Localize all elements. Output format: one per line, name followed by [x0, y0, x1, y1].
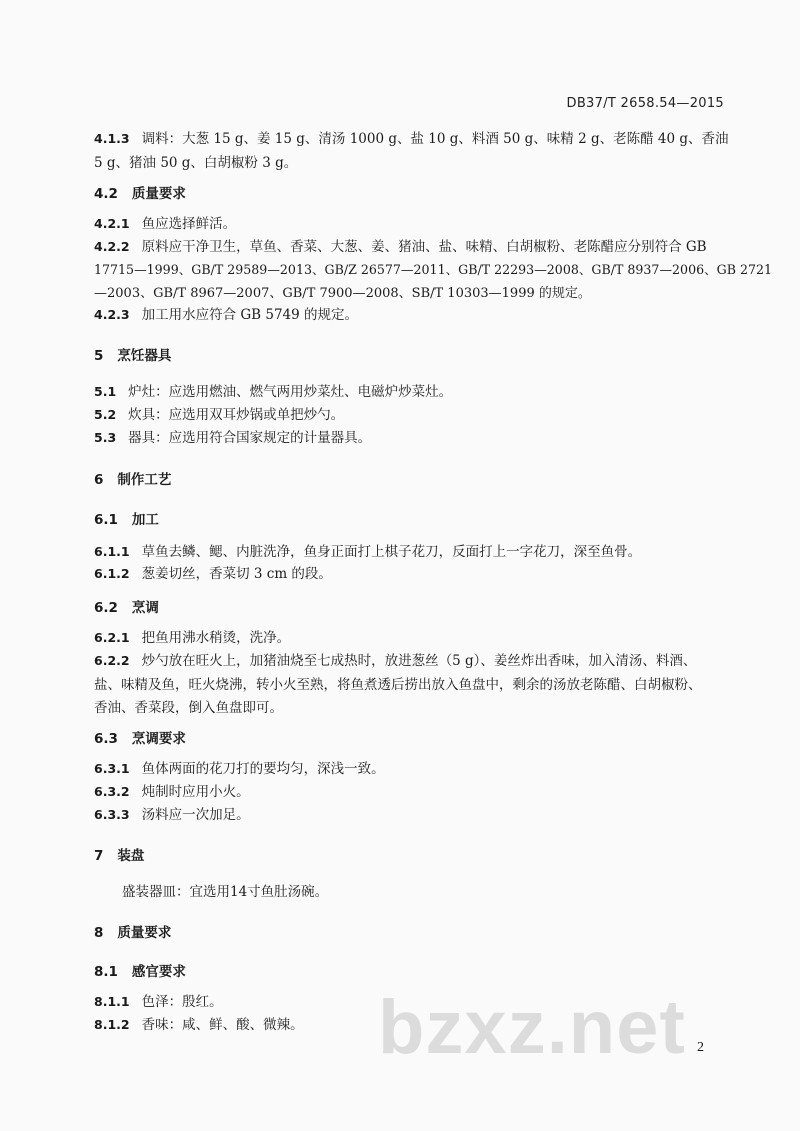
clause-text: 器具：应选用符合国家规定的计量器具。: [128, 430, 372, 446]
clause-6-2-2: [94, 650, 718, 672]
section-title: 烹调: [131, 600, 159, 616]
clause-5-1: [94, 381, 718, 403]
section-heading-8: [94, 921, 171, 941]
section-title: 烹饪器具: [117, 348, 172, 364]
section-heading-5: [94, 344, 171, 364]
section-heading-6-1: [94, 508, 159, 528]
section-title: 装盘: [117, 848, 145, 864]
clause-number: 6.2.1: [94, 630, 130, 645]
clause-number: 4.2.3: [94, 307, 130, 322]
clause-6-3-1: [94, 758, 718, 780]
section-number: 8: [94, 925, 104, 941]
clause-text: 炒勺放在旺火上，加猪油烧至七成热时，放进葱丝（5 g）、姜丝炸出香味，加入清汤、料酒、: [141, 653, 697, 669]
section-title: 烹调要求: [131, 731, 186, 747]
section-heading-6: [94, 468, 171, 488]
clause-number: 8.1.2: [94, 1017, 130, 1032]
clause-text: 色泽：殷红。: [141, 994, 223, 1010]
clause-number: 6.3.2: [94, 784, 130, 799]
clause-6-2-2-continued-2: 香油、香菜段，倒入鱼盘即可。: [94, 700, 283, 716]
clause-number: 4.2.1: [94, 216, 130, 231]
section-number: 6.2: [94, 600, 118, 616]
section-heading-6-2: [94, 596, 159, 616]
clause-text: 把鱼用沸水稍烫，洗净。: [141, 630, 291, 646]
section-number: 6.1: [94, 512, 118, 528]
clause-text: 葱姜切丝，香菜切 3 cm 的段。: [141, 566, 332, 582]
section-number: 5: [94, 348, 104, 364]
clause-text: 炖制时应用小火。: [141, 784, 250, 800]
clause-number: 4.2.2: [94, 239, 130, 254]
clause-number: 6.1.2: [94, 566, 130, 581]
clause-number: 6.3.3: [94, 807, 130, 822]
clause-number: 6.3.1: [94, 761, 130, 776]
clause-text: 草鱼去鳞、鳃、内脏洗净，鱼身正面打上棋子花刀，反面打上一字花刀，深至鱼骨。: [141, 544, 642, 560]
section-title: 质量要求: [117, 925, 172, 941]
section-number: 8.1: [94, 964, 118, 980]
clause-text: 汤料应一次加足。: [141, 807, 250, 823]
clause-text: 原料应干净卫生，草鱼、香菜、大葱、姜、猪油、盐、味精、白胡椒粉、老陈醋应分别符合 GB: [141, 239, 707, 255]
section-title: 感官要求: [131, 964, 186, 980]
clause-4-1-3: [94, 128, 729, 150]
clause-7-text: 盛装器皿：宜选用14寸鱼肚汤碗。: [122, 884, 329, 900]
section-heading-4-2: [94, 182, 186, 202]
section-title: 制作工艺: [117, 472, 172, 488]
watermark: bzxz.net: [378, 985, 686, 1070]
clause-6-2-2-continued-1: 盐、味精及鱼，旺火烧沸，转小火至熟，将鱼煮透后捞出放入鱼盘中，剩余的汤放老陈醋、白胡椒粉、: [94, 677, 702, 693]
clause-4-2-2-continued-1: 17715—1999、GB/T 29589—2013、GB/Z 26577—2011、GB/T 22293—2008、GB/T 8937—2006、GB 2721: [94, 262, 773, 277]
clause-4-2-2: [94, 236, 718, 258]
clause-number: 6.1.1: [94, 544, 130, 559]
clause-6-1-1: [94, 541, 718, 563]
section-number: 7: [94, 848, 104, 864]
clause-6-2-1: [94, 627, 718, 649]
page-number: 2: [697, 1040, 704, 1055]
clause-text: 调料：大葱 15 g、姜 15 g、清汤 1000 g、盐 10 g、料酒 50 g、味精 2 g、老陈醋 40 g、香油: [141, 131, 729, 147]
section-heading-8-1: [94, 960, 186, 980]
clause-text: 香味：咸、鲜、酸、微辣。: [141, 1017, 304, 1033]
clause-text: 鱼应选择鲜活。: [141, 216, 237, 232]
clause-6-1-2: [94, 563, 718, 585]
section-number: 4.2: [94, 186, 118, 202]
clause-4-2-3: [94, 304, 718, 326]
section-title: 加工: [131, 512, 159, 528]
clause-text: 加工用水应符合 GB 5749 的规定。: [141, 307, 359, 323]
clause-6-3-3: [94, 804, 718, 826]
clause-4-2-1: [94, 213, 718, 235]
clause-number: 4.1.3: [94, 131, 130, 146]
clause-5-2: [94, 404, 718, 426]
section-number: 6: [94, 472, 104, 488]
clause-number: 8.1.1: [94, 994, 130, 1009]
clause-number: 5.3: [94, 430, 117, 445]
section-number: 6.3: [94, 731, 118, 747]
clause-number: 5.1: [94, 384, 117, 399]
clause-text: 炊具：应选用双耳炒锅或单把炒勺。: [128, 407, 345, 423]
section-heading-7: [94, 844, 144, 864]
clause-4-1-3-continued: 5 g、猪油 50 g、白胡椒粉 3 g。: [94, 155, 298, 171]
clause-number: 5.2: [94, 407, 117, 422]
document-id-header: DB37/T 2658.54—2015: [566, 96, 724, 111]
clause-text: 鱼体两面的花刀打的要均匀，深浅一致。: [141, 761, 385, 777]
section-heading-6-3: [94, 727, 186, 747]
section-title: 质量要求: [131, 186, 186, 202]
clause-text: 炉灶：应选用燃油、燃气两用炒菜灶、电磁炉炒菜灶。: [128, 384, 453, 400]
clause-6-3-2: [94, 781, 718, 803]
clause-5-3: [94, 427, 718, 449]
clause-4-2-2-continued-2: —2003、GB/T 8967—2007、GB/T 7900—2008、SB/T 10303—1999 的规定。: [94, 286, 591, 301]
clause-number: 6.2.2: [94, 653, 130, 668]
